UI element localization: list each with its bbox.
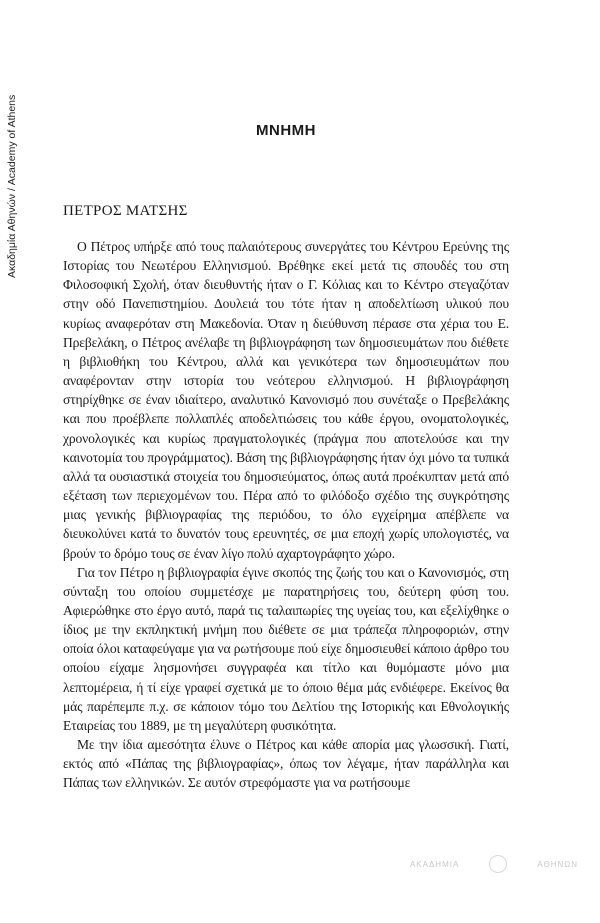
paragraph: Ο Πέτρος υπήρξε από τους παλαιότερους συνεργάτες του Κέντρου Ερεύνης της Ιστορίας του Νεωτέρου Ελληνισμού. Βρέθηκε εκεί μετά τις σπουδές του στη Φιλοσοφική Σχολή, όταν διευθυντής ήταν ο Γ. Κόλιας και το Κέντρο στεγαζόταν στην οδό Πανεπιστημίου. Δουλειά του τότε ήταν η αποδελτίωση υλικού που κυρίως αναφερόταν στη Μακεδονία. Όταν η διεύθυνση πέρασε στα χέρια του Ε. Πρεβελάκη, ο Πέτρος ανέλαβε τη βιβλιογράφηση των δημοσιευμάτων που διέθετε η βιβλιοθήκη του Κέντρου, αλλά και γενικότερα των δημοσιευμάτων που αναφέρονταν στην ιστορία του νεότερου ελληνισμού. Η βιβλιογράφηση στηρίχθηκε σε έναν ιδιαίτερο, αναλυτικό Κανονισμό που συνέταξε ο Πρεβελάκης και που προέβλεπε πολλαπλές αποδελτιώσεις του κάθε έργου, ονοματολογικές, χρονολογικές και κυρίως πραγματολογικές (πράγμα που αποτελούσε και την καινοτομία του προγράμματος). Βάση της βιβλιογράφησης ήταν όχι μόνο τα τυπικά αλλά τα ουσιαστικά στοιχεία του δημοσιεύματος, όπως αυτά προέκυπταν μετά από εξέταση των περιεχομένων του. Πέρα από το φιλόδοξο σχέδιο της συγκρότησης μιας γενικής βιβλιογραφίας της περιόδου, το όλο εγχείρημα απέβλεπε να διευκολύνει κατά το δυνατόν τους ερευνητές, σε μια εποχή χωρίς υπολογιστές, να βρούν το δρόμο τους σε έναν λίγο πολύ αχαρτογράφητο χώρο. — [63, 239, 509, 561]
section-heading: ΜΝΗΜΗ — [256, 122, 316, 139]
academy-watermark — [410, 855, 578, 873]
watermark-text-2: ΑΘΗΝΩΝ — [537, 859, 578, 869]
seal-icon — [489, 855, 507, 873]
paragraph: Με την ίδια αμεσότητα έλυνε ο Πέτρος και κάθε απορία μας γλωσσική. Γιατί, εκτός από «Πάπας της βιβλιογραφίας», όπως τον λέγαμε, ήταν παράλληλα και Πάπας των ελληνικών. Σε αυτόν στρεφόμαστε για να ρωτήσουμε — [63, 737, 509, 791]
paragraph: Για τον Πέτρο η βιβλιογραφία έγινε σκοπός της ζωής του και ο Κανονισμός, στη σύνταξη του οποίου συμμετέσχε με παρατηρήσεις του, δεύτερη φύση του. Αφιερώθηκε στο έργο αυτό, παρά τις ταλαιπωρίες της υγείας του, και εξελίχθηκε ο ίδιος με την εκπληκτική μνήμη που διέθετε σε μια τράπεζα πληροφοριών, στην οποία όλοι καταφεύγαμε για να ρωτήσουμε πού είχε δημοσιευθεί κάποιο άρθρο του οποίου είχαμε λησμονήσει συγγραφέα και τίτλο και θυμόμαστε μόνο μια λεπτομέρεια, ή τί είχε γραφεί σχετικά με το όποιο θέμα μάς ενδιέφερε. Εκείνος θα μάς παρέπεμπε π.χ. σε κάποιον τόμο του Δελτίου της Ιστορικής και Εθνολογικής Εταιρείας του 1889, με τη μεγαλύτερη φυσικότητα. — [63, 564, 509, 733]
article-body — [63, 237, 509, 793]
author-name: ΠΕΤΡΟΣ ΜΑΤΣΗΣ — [63, 203, 188, 219]
archive-side-label: Ακαδημία Αθηνών / Academy of Athens — [6, 94, 18, 278]
watermark-text-1: ΑΚΑΔΗΜΙΑ — [409, 859, 460, 869]
